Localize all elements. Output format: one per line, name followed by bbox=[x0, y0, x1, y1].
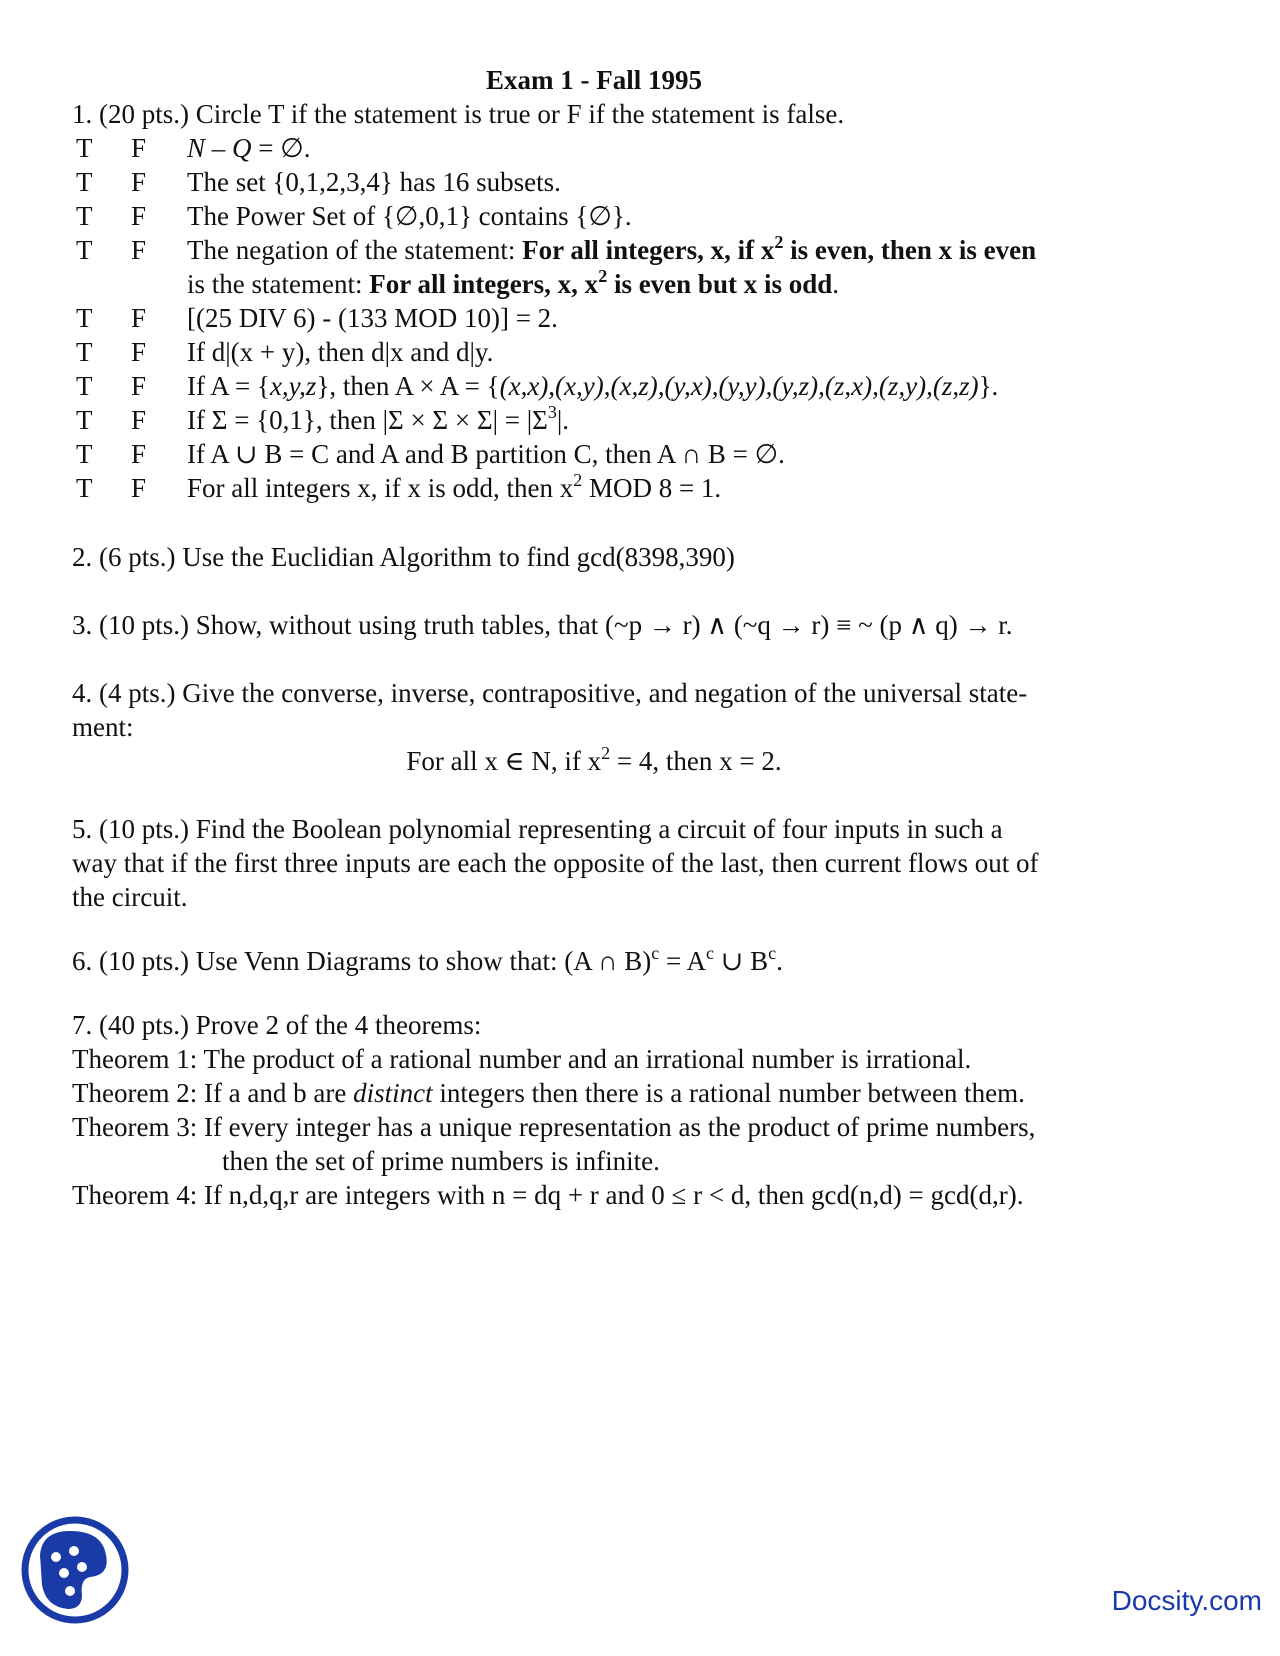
false-option[interactable]: F bbox=[131, 473, 147, 503]
tf-row-10 bbox=[0, 471, 1188, 505]
statement: N – Q = ∅. bbox=[187, 133, 311, 163]
tf-row-2 bbox=[0, 165, 1188, 199]
question-3: 3. (10 pts.) Show, without using truth tables, that (~p → r) ∧ (~q → r) ≡ ~ (p ∧ q) → r. bbox=[72, 610, 1013, 640]
true-option[interactable]: T bbox=[76, 371, 93, 401]
tf-row-3 bbox=[0, 199, 1188, 233]
false-option[interactable]: F bbox=[131, 167, 147, 197]
tf-row-6 bbox=[0, 335, 1188, 369]
false-option[interactable]: F bbox=[131, 133, 147, 163]
statement: [(25 DIV 6) - (133 MOD 10)] = 2. bbox=[187, 303, 558, 333]
docsity-logo-icon bbox=[20, 1515, 130, 1625]
exam-title: Exam 1 - Fall 1995 bbox=[486, 65, 702, 95]
question-5-line-1: 5. (10 pts.) Find the Boolean polynomial representing a circuit of four inputs in such a bbox=[72, 814, 1003, 844]
false-option[interactable]: F bbox=[131, 371, 147, 401]
true-option[interactable]: T bbox=[76, 337, 93, 367]
theorem-3: Theorem 3: If every integer has a unique representation as the product of prime numbers, bbox=[72, 1112, 1036, 1142]
true-option[interactable]: T bbox=[76, 405, 93, 435]
statement: is the statement: For all integers, x, $x^2$ is even but x is odd. bbox=[187, 266, 839, 299]
question-1-intro: 1. (20 pts.) Circle T if the statement is true or F if the statement is false. bbox=[72, 99, 845, 129]
question-4-statement: For all x ∈ N, if $x^2 = 4$, then x = 2. bbox=[406, 743, 782, 776]
true-option[interactable]: T bbox=[76, 473, 93, 503]
question-5-line-2: way that if the first three inputs are each the opposite of the last, then current flows out of bbox=[72, 848, 1039, 878]
tf-row-5 bbox=[0, 301, 1188, 335]
false-option[interactable]: F bbox=[131, 303, 147, 333]
docsity-brand-link[interactable]: Docsity.com bbox=[1111, 1585, 1262, 1616]
true-option[interactable]: T bbox=[76, 133, 93, 163]
statement: The Power Set of {∅,0,1} contains {∅}. bbox=[187, 201, 632, 231]
question-2: 2. (6 pts.) Use the Euclidian Algorithm to find gcd(8398,390) bbox=[72, 542, 735, 572]
theorem-3-continuation: then the set of prime numbers is infinite. bbox=[222, 1146, 660, 1176]
false-option[interactable]: F bbox=[131, 405, 147, 435]
question-4-line-1: 4. (4 pts.) Give the converse, inverse, contrapositive, and negation of the universal state- bbox=[72, 678, 1028, 708]
statement: For all integers x, if x is odd, then $x^2$ MOD 8 = 1. bbox=[187, 470, 722, 503]
theorem-1: Theorem 1: The product of a rational number and an irrational number is irrational. bbox=[72, 1044, 972, 1074]
statement: The set {0,1,2,3,4} has 16 subsets. bbox=[187, 167, 561, 197]
question-4-line-2: ment: bbox=[72, 712, 134, 742]
statement: If A = {x,y,z}, then A × A = {(x,x),(x,y),(x,z),(y,x),(y,y),(y,z),(z,x),(z,y),(z,z)}. bbox=[187, 371, 999, 401]
false-option[interactable]: F bbox=[131, 235, 147, 265]
tf-row-7 bbox=[0, 369, 1188, 403]
tf-row-8 bbox=[0, 403, 1188, 437]
tf-row-1 bbox=[0, 131, 1188, 165]
question-5-line-3: the circuit. bbox=[72, 882, 188, 912]
true-option[interactable]: T bbox=[76, 201, 93, 231]
statement: If A ∪ B = C and A and B partition C, then A ∩ B = ∅. bbox=[187, 439, 785, 469]
theorem-2: Theorem 2: If a and b are distinct integers then there is a rational number between them. bbox=[72, 1078, 1025, 1108]
question-6: 6. (10 pts.) Use Venn Diagrams to show that: (A ∩ $B)^c = A^c$ ∪ $B^c$. bbox=[72, 943, 783, 976]
statement: The negation of the statement: For all integers, x, if $x^2$ is even, then x is even bbox=[187, 232, 1037, 265]
statement: If Σ = {0,1}, then $|\Sigma \times \Sigma \times \Sigma| = |\Sigma^3|$. bbox=[187, 402, 569, 435]
false-option[interactable]: F bbox=[131, 439, 147, 469]
theorem-4: Theorem 4: If n,d,q,r are integers with n = dq + r and 0 ≤ r < d, then gcd(n,d) = gcd(d,r). bbox=[72, 1180, 1024, 1210]
tf-row-9 bbox=[0, 437, 1188, 471]
false-option[interactable]: F bbox=[131, 201, 147, 231]
true-option[interactable]: T bbox=[76, 167, 93, 197]
tf-row-4 bbox=[0, 233, 1188, 267]
false-option[interactable]: F bbox=[131, 337, 147, 367]
true-option[interactable]: T bbox=[76, 235, 93, 265]
true-option[interactable]: T bbox=[76, 303, 93, 333]
tf-row-4-continuation bbox=[0, 267, 1188, 301]
true-option[interactable]: T bbox=[76, 439, 93, 469]
question-7-intro: 7. (40 pts.) Prove 2 of the 4 theorems: bbox=[72, 1010, 482, 1040]
statement: If d|(x + y), then d|x and d|y. bbox=[187, 337, 494, 367]
